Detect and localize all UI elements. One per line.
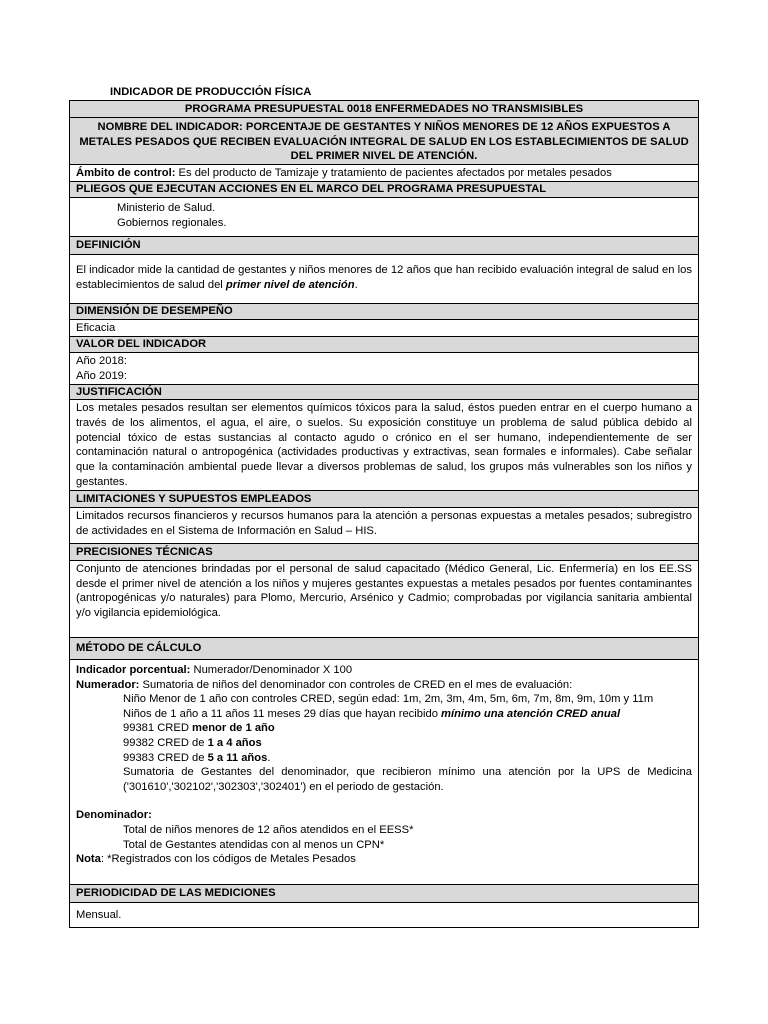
limitaciones-text: Limitados recursos financieros y recursos humanos para la atención a personas expuestas a metales pesados; subregistro de actividades en el Sistema de Información en Salud – HIS. [70, 508, 698, 544]
ninos-1-11: Niños de 1 año a 11 años 11 meses 29 días que hayan recibido mínimo una atención CRED anual [123, 707, 621, 720]
denominador-gestantes: Total de Gestantes atendidas con al menos un CPN* [123, 838, 385, 851]
valor-item: Año 2018: [76, 355, 128, 367]
periodicidad-value: Mensual. [76, 909, 122, 921]
valor-list [70, 353, 698, 385]
denominador-label: Denominador: [76, 809, 152, 822]
document-title: INDICADOR DE PRODUCCIÓN FÍSICA [110, 86, 312, 98]
justificacion-text: Los metales pesados resultan ser elementos químicos tóxicos para la salud, éstos pueden entrar en el cuerpo humano a través de los alimentos, el agua, el aire, o suelos. Su exposición constituye un problema de salud pública debido al potencial tóxico de estas sustancias al contacto agudo o crónico en el ser humano, independientemente de ser contaminación natural o antropogénica (actividades productivas y extractivas, sean formales e informales). Cabe señalar que la contaminación ambiental puede llevar a diversos problemas de salud, los grupos más vulnerables son los niños y gestantes. [70, 400, 698, 491]
pliego-item: Gobiernos regionales. [117, 216, 227, 229]
denominador-ninos: Total de niños menores de 12 años atendidos en el EESS* [123, 823, 414, 836]
indicador-porcentual: Indicador porcentual: Numerador/Denominador X 100 [76, 664, 353, 676]
pliego-item: Ministerio de Salud. [117, 202, 216, 214]
ambito-row [70, 165, 698, 182]
limitaciones-header: LIMITACIONES Y SUPUESTOS EMPLEADOS [70, 491, 698, 508]
ambito-text: Es del producto de Tamizaje y tratamiento de pacientes afectados por metales pesados [175, 167, 612, 179]
gestantes-text: Sumatoria de Gestantes del denominador, que recibieron mínimo una atención por la UPS de Medicina ('301610','302102','302303','302401') en el periodo de gestación. [123, 766, 692, 793]
justificacion-header: JUSTIFICACIÓN [70, 385, 698, 400]
metodo-header: MÉTODO DE CÁLCULO [70, 638, 698, 660]
indicator-table [69, 100, 699, 928]
cred-code-99381: 99381 CRED menor de 1 año [123, 722, 275, 735]
dimension-value: Eficacia [70, 320, 698, 337]
periodicidad-header: PERIODICIDAD DE LAS MEDICIONES [70, 885, 698, 903]
programa-header: PROGRAMA PRESUPUESTAL 0018 ENFERMEDADES NO TRANSMISIBLES [70, 101, 698, 118]
numerador: Numerador: Sumatoria de niños del denominador con controles de CRED en el mes de evaluación: [76, 678, 573, 691]
nino-menor-1: Niño Menor de 1 año con controles CRED, según edad: 1m, 2m, 3m, 4m, 5m, 6m, 7m, 8m, 9m, 10m y 11m [123, 693, 654, 706]
precisiones-text: Conjunto de atenciones brindadas por el personal de salud capacitado (Médico General, Lic. Enfermería) en los EE.SS desde el primer nivel de atención a los niños y mujeres gestantes expuestas a metales pesados por fuentes contaminantes (antropogénicas y/o naturales) para Plomo, Mercurio, Arsénico y Cadmio; comprobadas por vigilancia sanitaria ambiental y/o vigilancia epidemiológica. [70, 561, 698, 638]
valor-header: VALOR DEL INDICADOR [70, 337, 698, 353]
dimension-header: DIMENSIÓN DE DESEMPEÑO [70, 304, 698, 320]
cred-code-99383: 99383 CRED de 5 a 11 años. [123, 751, 271, 764]
numerador-detalle [76, 692, 692, 794]
definicion-emph: primer nivel de atención [225, 278, 355, 291]
denominador-detalle [76, 823, 692, 852]
pliegos-list [70, 198, 698, 237]
definicion-text: El indicador mide la cantidad de gestantes y niños menores de 12 años que han recibido evaluación integral de salud en los establecimientos de salud del primer nivel de atención. [70, 255, 698, 304]
cred-code-99382: 99382 CRED de 1 a 4 años [123, 736, 262, 749]
pliegos-header: PLIEGOS QUE EJECUTAN ACCIONES EN EL MARCO DEL PROGRAMA PRESUPUESTAL [70, 182, 698, 198]
precisiones-header: PRECISIONES TÉCNICAS [70, 544, 698, 561]
definicion-header: DEFINICIÓN [70, 237, 698, 255]
valor-item: Año 2019: [76, 369, 128, 382]
metodo-body [70, 660, 698, 885]
ambito-label: Ámbito de control: [76, 167, 176, 179]
nombre-indicador-header: NOMBRE DEL INDICADOR: PORCENTAJE DE GESTANTES Y NIÑOS MENORES DE 12 AÑOS EXPUESTOS A METALES PESADOS QUE RECIBEN EVALUACIÓN INTEGRAL DE SALUD EN LOS ESTABLECIMIENTOS DE SALUD DEL PRIMER NIVEL DE ATENCIÓN. [70, 118, 698, 165]
nota: Nota: *Registrados con los códigos de Metales Pesados [76, 853, 356, 866]
